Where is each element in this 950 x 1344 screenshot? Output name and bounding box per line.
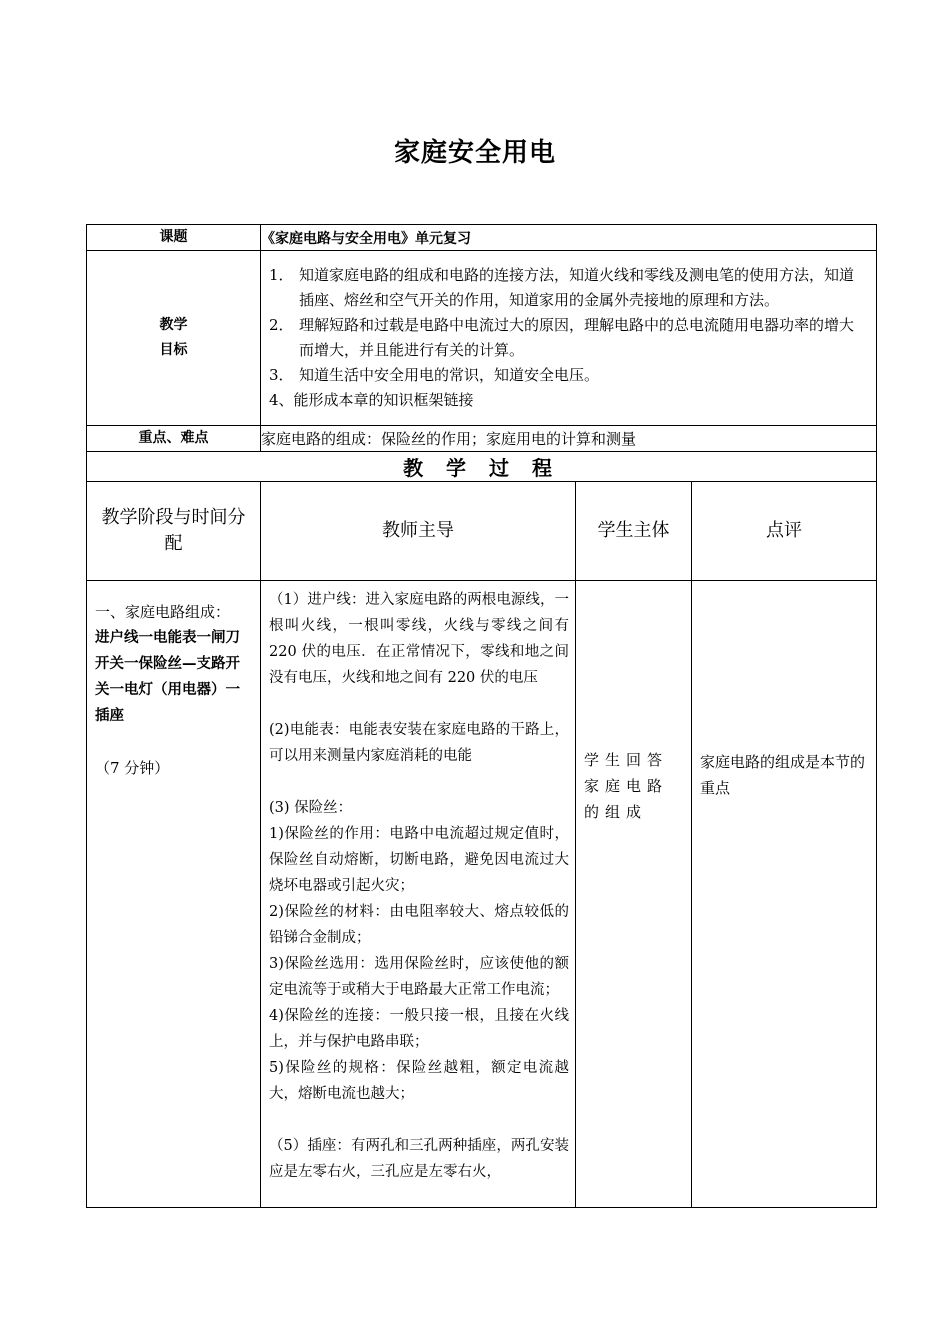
teacher-para: 5)保险丝的规格：保险丝越粗，额定电流越大，熔断电流也越大； — [269, 1060, 569, 1102]
teacher-para: (2)电能表：电能表安装在家庭电路的干路上，可以用来测量内家庭消耗的电能 — [269, 722, 569, 764]
key-points-value: 家庭电路的组成：保险丝的作用；家庭用电的计算和测量 — [261, 426, 877, 452]
process-header-row — [87, 482, 877, 581]
page-title: 家庭安全用电 — [393, 138, 556, 168]
key-points-label: 重点、难点 — [87, 426, 261, 452]
review-cell: 家庭电路的组成是本节的重点 — [692, 581, 877, 1208]
header-student: 学生主体 — [576, 482, 692, 581]
teacher-para: (3) 保险丝： — [269, 800, 353, 816]
stage-sequence: 进户线一电能表一闸刀开关一保险丝—支路开关一电灯（用电器）一插座 — [95, 630, 240, 724]
goal-item: 3． 知道生活中安全用电的常识，知道安全电压。 — [269, 366, 600, 384]
teacher-para: （5）插座：有两孔和三孔两种插座，两孔安装应是左零右火，三孔应是左零右火， — [269, 1138, 569, 1180]
stage-intro: 一、家庭电路组成： — [95, 603, 231, 621]
topic-label: 课题 — [87, 225, 261, 251]
student-cell: 学生回答家庭电路的组成 — [576, 581, 692, 1208]
header-stage: 教学阶段与时间分配 — [87, 482, 261, 581]
process-title-row — [87, 452, 877, 482]
teacher-para: 4)保险丝的连接：一般只接一根，且接在火线上，并与保护电路串联； — [269, 1008, 569, 1050]
stage-time: （7 分钟） — [95, 759, 170, 777]
goal-item: 4、能形成本章的知识框架链接 — [269, 391, 474, 409]
goal-item: 1． 知道家庭电路的组成和电路的连接方法，知道火线和零线及测电笔的使用方法，知道插座、熔丝和空气开关的作用，知道家用的金属外壳接地的原理和方法。 — [269, 266, 855, 309]
teacher-cell — [261, 581, 576, 1208]
goals-row — [87, 251, 877, 426]
goals-content — [261, 251, 877, 426]
stage-cell — [87, 581, 261, 1208]
teacher-para: 1)保险丝的作用：电路中电流超过规定值时，保险丝自动熔断，切断电路，避免因电流过大烧坏电器或引起火灾； — [269, 826, 569, 894]
process-row — [87, 581, 877, 1208]
key-points-row — [87, 426, 877, 452]
teacher-para: （1）进户线：进入家庭电路的两根电源线，一根叫火线，一根叫零线，火线与零线之间有 220 伏的电压．在正常情况下，零线和地之间没有电压，火线和地之间有 220 伏的电压 — [269, 592, 569, 686]
goals-label-line-1: 教学 — [159, 317, 188, 333]
header-review: 点评 — [692, 482, 877, 581]
topic-value: 《家庭电路与安全用电》单元复习 — [261, 225, 877, 251]
goal-item: 2． 理解短路和过载是电路中电流过大的原因，理解电路中的总电流随用电器功率的增大而增大，并且能进行有关的计算。 — [269, 316, 855, 359]
goals-label — [87, 251, 261, 426]
header-teacher: 教师主导 — [261, 482, 576, 581]
topic-row — [87, 225, 877, 251]
teacher-para: 3)保险丝选用：选用保险丝时，应该使他的额定电流等于或稍大于电路最大正常工作电流； — [269, 956, 569, 998]
lesson-plan-table — [86, 224, 877, 1208]
process-title: 教 学 过 程 — [87, 452, 877, 482]
goals-label-line-2: 目标 — [159, 342, 188, 358]
teacher-para: 2)保险丝的材料：由电阻率较大、熔点较低的铅锑合金制成； — [269, 904, 569, 946]
